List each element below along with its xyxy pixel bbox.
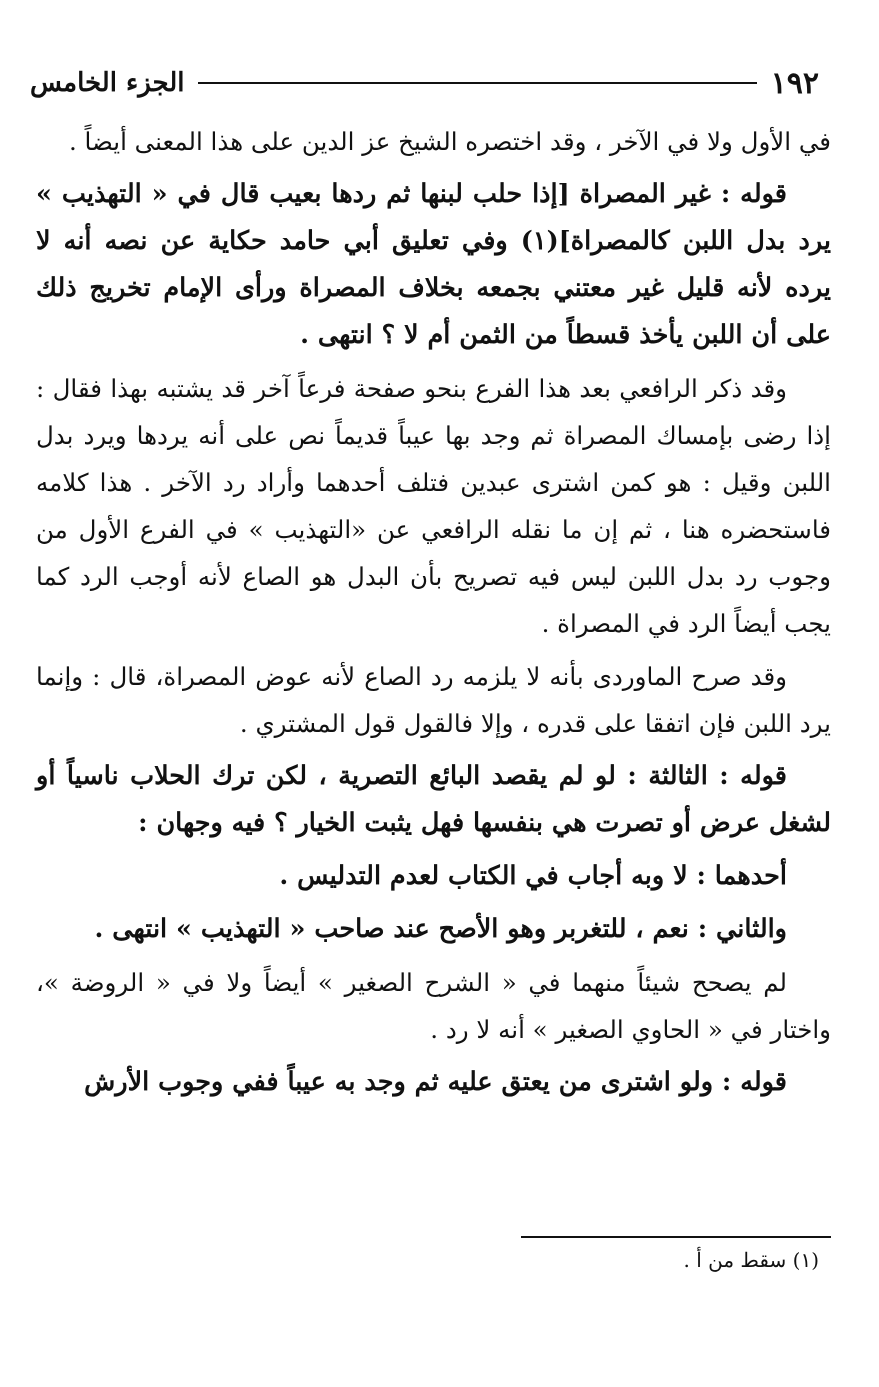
header-rule [198,82,756,84]
paragraph: قوله : الثالثة : لو لم يقصد البائع التصرية ، لكن ترك الحلاب ناسياً أو لشغل عرض أو تصرت هي بنفسها فهل يثبت الخيار ؟ فيه وجهان : [36,761,831,838]
paragraph: وقد صرح الماوردى بأنه لا يلزمه رد الصاع لأنه عوض المصراة، قال : وإنما يرد اللبن فإن اتفقا على قدره ، وإلا فالقول قول المشتري . [36,662,831,738]
paragraph: في الأول ولا في الآخر ، وقد اختصره الشيخ عز الدين على هذا المعنى أيضاً . [68,127,831,156]
page-number: ١٩٢ [770,65,819,101]
paragraph: لم يصحح شيئاً منهما في « الشرح الصغير » أيضاً ولا في « الروضة »، واختار في « الحاوي الصغير » أنه لا رد . [36,968,831,1044]
paragraph: وقد ذكر الرافعي بعد هذا الفرع بنحو صفحة فرعاً آخر قد يشتبه بهذا فقال : إذا رضى بإمساك المصراة ثم وجد بها عيباً قديماً نص على أنه يردها ويرد بدل اللبن وقيل : هو كمن اشترى عبدين فتلف أحدهما وأراد رد الآخر . هذا كلامه فاستحضره هنا ، ثم إن ما نقله الرافعي عن «التهذيب » في الفرع الأول من وجوب رد بدل اللبن ليس فيه تصريح بأن البدل هو الصاع لأنه أوجب الرد كما يجب أيضاً الرد في المصراة . [36,374,831,638]
paragraph: قوله : غير المصراة [إذا حلب لبنها ثم ردها بعيب قال في « التهذيب » يرد بدل اللبن كالمصراة](١) وفي تعليق أبي حامد حكاية عن نصه أنه لا يرده لأنه قليل غير معتني بجمعه بخلاف المصراة ورأى الإمام تخريج ذلك على أن اللبن يأخذ قسطاً من الثمن أم لا ؟ انتهى . [36,179,832,350]
footnote: (١) سقط من أ . [683,1248,819,1272]
footnote-rule [521,1236,831,1238]
body-text [36,118,831,1106]
paragraph: قوله : ولو اشترى من يعتق عليه ثم وجد به عيباً ففي وجوب الأرش [84,1067,787,1097]
paragraph: والثاني : نعم ، للتغربر وهو الأصح عند صاحب « التهذيب » انتهى . [94,914,787,944]
paragraph: أحدهما : لا وبه أجاب في الكتاب لعدم التدليس . [279,861,787,891]
running-title: الجزء الخامس [30,68,185,98]
page-header [30,58,819,108]
